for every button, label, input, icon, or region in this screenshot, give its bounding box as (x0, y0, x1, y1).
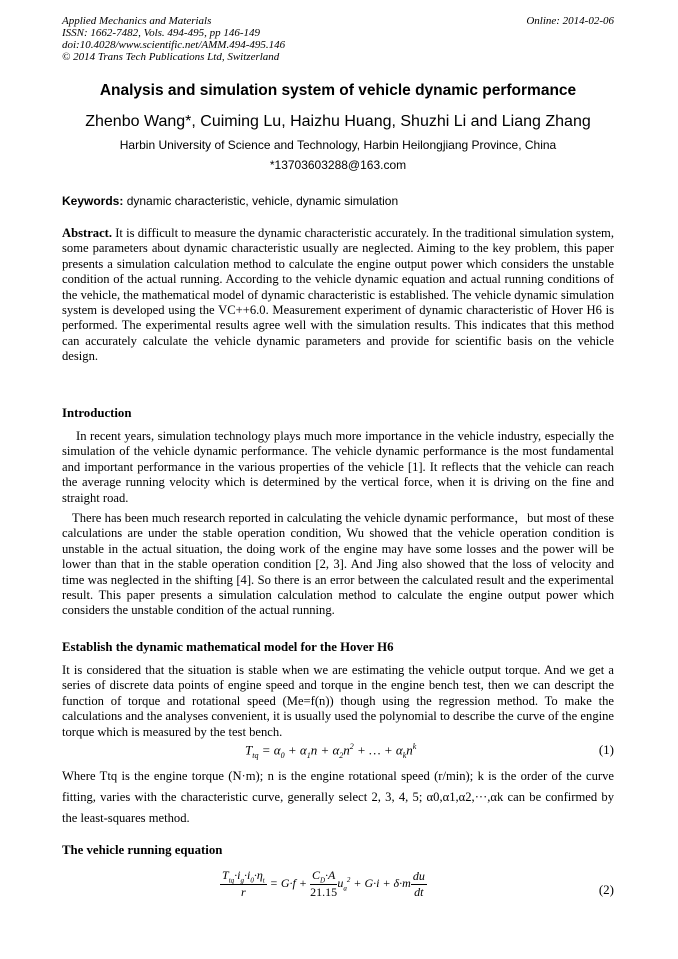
paragraph: There has been much research reported in calculating the vehicle dynamic performance，but most of these calculations are under the stable operation condition, Wu showed that the vehicle operation condition is unstable in the actual situation, the doing work of the engine may have some losses and the power will be lower than that in the stable operation condition [2, 3]. And Jing also showed that the loss of velocity and time was neglected in the shifting [4]. So there is an error between the calculated result and the experimental result. This paper presents a simulation calculation method to calculate the engine output power which considers the unstable condition of the actual running. (62, 511, 614, 618)
paper-title: Analysis and simulation system of vehicle dynamic performance (99, 82, 577, 99)
section-heading: The vehicle running equation (62, 843, 223, 857)
journal-header (62, 15, 614, 63)
keywords (62, 194, 614, 208)
abstract-text: It is difficult to measure the dynamic characteristic accurately. In the traditional simulation system, some parameters about dynamic characteristic usually are neglected. Aiming to the key problem, this paper presents a simulation calculation method to calculate the engine output power which considers the unstable condition of the actual running. According to the vehicle dynamic equation and actual running conditions of the vehicle, the mathematical model of dynamic characteristic is established. The vehicle dynamic simulation system is developed using the VC++6.0. Measurement experiment of dynamic characteristic of Hover H6 is performed. The experimental results agree well with the simulation results. This indicates that this method can accurately calculate the vehicle dynamic parameters and provide for scientific basis on the vehicle design. (62, 226, 614, 364)
running-section (62, 843, 614, 858)
keywords-text: dynamic characteristic, vehicle, dynamic simulation (123, 194, 399, 208)
model-section (62, 640, 614, 740)
affiliation: Harbin University of Science and Technology, Harbin Heilongjiang Province, China (119, 138, 557, 152)
equation-number: (2) (598, 882, 614, 897)
paragraph: Where Ttq is the engine torque (N·m); n is the engine rotational speed (r/min); k is the order of the curve fitting, varies with the characteristic curve, generally select 2, 3, 4, 5; α0,α1,α2,···,αk can be confirmed by the least-squares method. (62, 769, 614, 825)
abstract (62, 226, 614, 365)
email: *13703603288@163.com (269, 158, 407, 172)
keywords-label: Keywords: (62, 194, 124, 208)
doi: doi:10.4028/www.scientific.net/AMM.494-495.146 (62, 39, 286, 51)
abstract-label: Abstract. (62, 226, 113, 240)
where-text (62, 766, 614, 829)
section-heading: Introduction (62, 406, 132, 420)
introduction-section (62, 406, 614, 619)
section-heading: Establish the dynamic mathematical model for the Hover H6 (62, 640, 394, 654)
paragraph: In recent years, simulation technology plays much more importance in the vehicle industry, especially the simulation of the vehicle dynamic performance. The vehicle dynamic performance is the most fundamental and important performance in the various properties of the vehicle [1]. It reflects that the vehicle can reach the average running velocity which is determined by the vertical force, when it is driving on the fine and straight road. (62, 429, 614, 505)
copyright: © 2014 Trans Tech Publications Ltd, Switzerland (62, 51, 280, 63)
authors: Zhenbo Wang*, Cuiming Lu, Haizhu Huang, Shuzhi Li and Liang Zhang (85, 113, 591, 130)
online-date: Online: 2014-02-06 (526, 15, 614, 27)
issn: ISSN: 1662-7482, Vols. 494-495, pp 146-149 (62, 27, 260, 39)
equation-2-formula: $\frac{T_{tq}\cdot i_g\cdot i_0\cdot\eta_t}{r}$ = G·f + $\frac{C_D\cdot A}{21.15}$ $u_a^2 + G\cdot i + \delta\cdot m$ $\frac{du}{dt}$ (222, 868, 425, 900)
equation-1-formula: $T_{tq} = \alpha_0 + \alpha_1n + \alpha_2n^2$ + … + $\alpha_kn^k$ (245, 742, 417, 760)
journal-name: Applied Mechanics and Materials (62, 15, 212, 27)
paragraph: It is considered that the situation is stable when we are estimating the vehicle output torque. And we get a series of discrete data points of engine speed and torque in the engine bench test, then we can descript the function of torque and rotational speed (Me=f(n)) though using the regression method. To make the calculations and the analyses convenient, it is usually used the polynomial to describe the curve of the engine torque which is measured by the test bench. (62, 663, 614, 739)
equation-number: (1) (598, 742, 614, 757)
